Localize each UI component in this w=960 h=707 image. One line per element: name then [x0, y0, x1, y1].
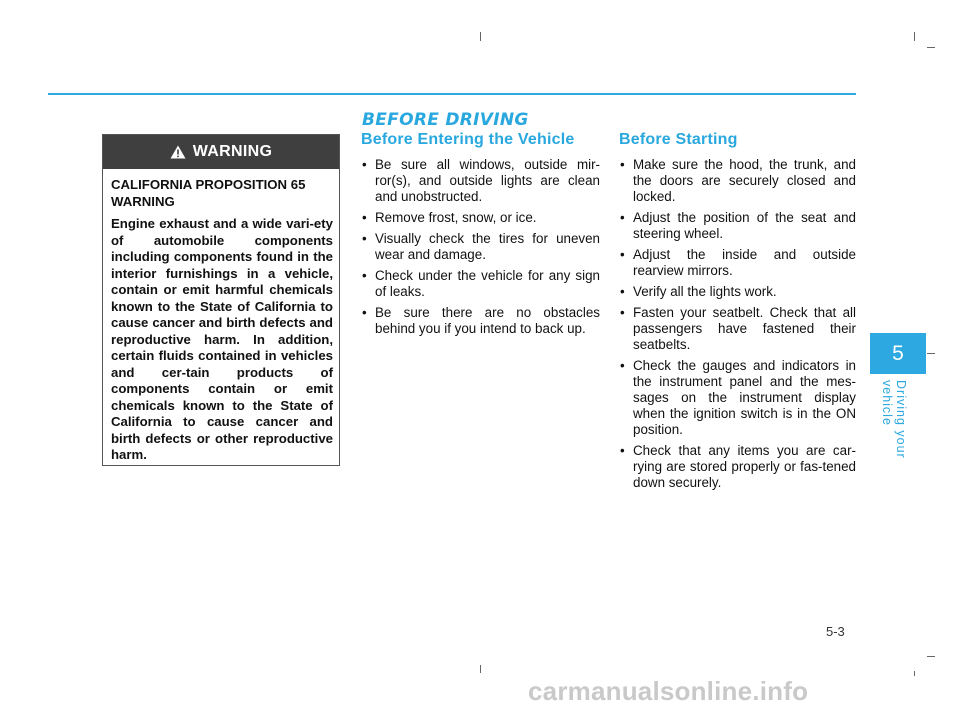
- chapter-tab[interactable]: [870, 333, 926, 374]
- before-starting-heading: Before Starting: [619, 131, 738, 148]
- list-item: • Be sure there are no obstacles behind you if you intend to back up.: [361, 305, 600, 337]
- list-item: • Remove frost, snow, or ice.: [361, 210, 600, 226]
- header-rule: [48, 93, 856, 95]
- crop-mark: [927, 656, 935, 657]
- chapter-label-text: Driving your vehicle: [880, 380, 908, 459]
- section-title: BEFORE DRIVING: [362, 110, 529, 130]
- before-entering-section: [361, 131, 600, 342]
- chapter-number: 5: [892, 341, 904, 365]
- list-item: • Adjust the position of the seat and steering wheel.: [619, 210, 856, 242]
- list-item: • Be sure all windows, outside mir-ror(s), and outside lights are clean and unobstructed.: [361, 157, 600, 205]
- crop-mark: [914, 32, 915, 41]
- before-entering-heading: Before Entering the Vehicle: [361, 131, 575, 148]
- list-item: • Adjust the inside and outside rearview mirrors.: [619, 247, 856, 279]
- list-item: • Fasten your seatbelt. Check that all passengers have fastened their seatbelts.: [619, 305, 856, 353]
- chapter-label: [880, 380, 908, 505]
- crop-mark: [480, 32, 481, 41]
- list-item: • Check that any items you are car-rying are stored properly or fas-tened down securely.: [619, 443, 856, 491]
- warning-heading: CALIFORNIA PROPOSITION 65 WARNING: [111, 177, 306, 209]
- list-item: • Check the gauges and indicators in the instrument panel and the mes-sages on the instrument display when the ignition switch is in the ON position.: [619, 358, 856, 438]
- list-item: • Check under the vehicle for any sign of leaks.: [361, 268, 600, 300]
- crop-mark: [927, 47, 935, 48]
- before-starting-list: [619, 157, 856, 491]
- crop-mark: [480, 665, 481, 673]
- crop-mark: [914, 671, 915, 676]
- warning-body: [103, 169, 339, 464]
- crop-mark: [927, 353, 935, 354]
- list-item: • Visually check the tires for uneven wear and damage.: [361, 231, 600, 263]
- watermark: carmanualsonline.info: [528, 676, 809, 706]
- before-entering-list: [361, 157, 600, 337]
- page-number: 5-3: [826, 624, 845, 639]
- warning-box: [102, 134, 340, 466]
- list-item: • Verify all the lights work.: [619, 284, 856, 300]
- warning-header: [103, 135, 339, 169]
- warning-triangle-icon: [170, 145, 186, 159]
- warning-title: WARNING: [192, 143, 273, 160]
- list-item: • Make sure the hood, the trunk, and the doors are securely closed and locked.: [619, 157, 856, 205]
- before-starting-section: [619, 131, 856, 496]
- warning-text: Engine exhaust and a wide vari-ety of automobile components including components found in the interior furnishings in a vehicle, contain or emit harmful chemicals known to the State of California to cause cancer and birth defects and reproductive harm. In addition, certain fluids contained in vehicles and cer-tain products of components contain or emit chemicals known to the State of California to cause cancer and birth defects or other reproductive harm.: [111, 216, 333, 462]
